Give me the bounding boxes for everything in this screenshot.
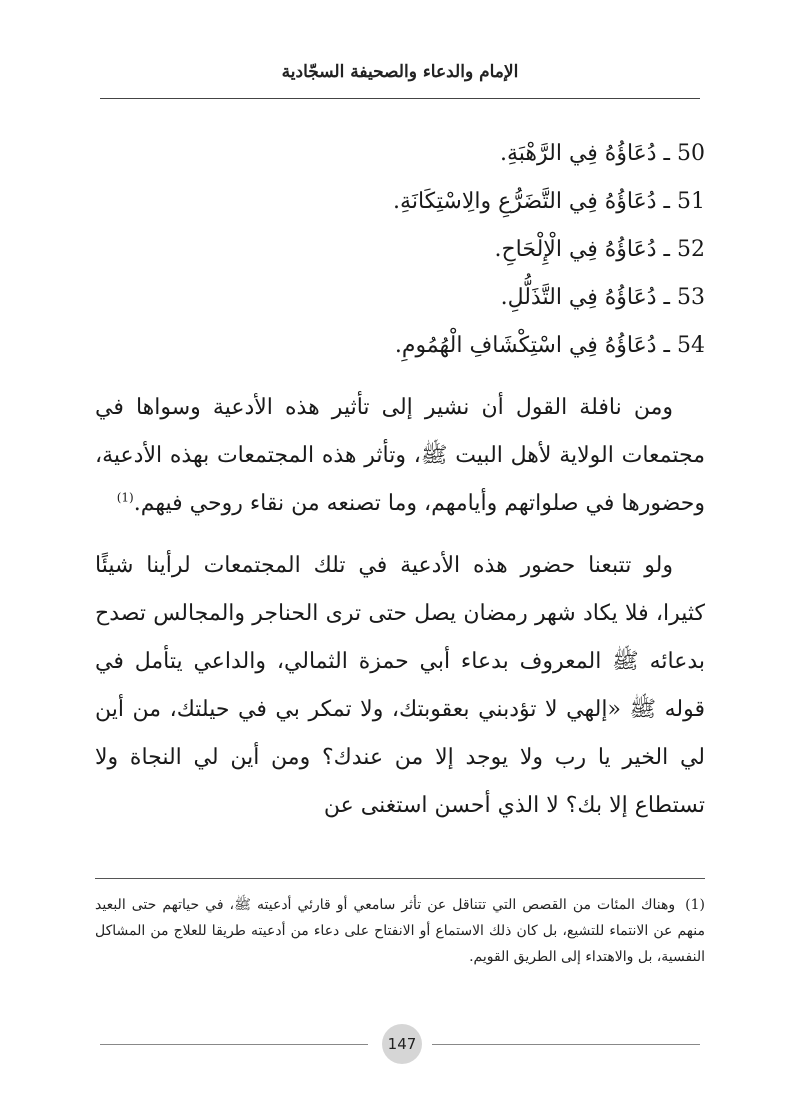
prayer-title: ـ دُعَاؤُهُ فِي التَّضَرُّعِ والِاسْتِكَانَةِ. bbox=[393, 189, 677, 214]
prayer-item-54 bbox=[95, 322, 705, 370]
prayer-item-51 bbox=[95, 178, 705, 226]
prayer-list bbox=[95, 130, 705, 370]
page-number: 147 bbox=[382, 1024, 422, 1064]
prayer-item-53 bbox=[95, 274, 705, 322]
prayer-number: 50 bbox=[677, 141, 705, 166]
footnote-divider bbox=[95, 878, 705, 879]
prayer-number: 53 bbox=[677, 285, 705, 310]
paragraph-influence bbox=[95, 384, 705, 528]
prayer-title: ـ دُعَاؤُهُ فِي الرَّهْبَةِ. bbox=[499, 141, 677, 166]
main-text bbox=[95, 130, 705, 844]
paragraph-text: ومن نافلة القول أن نشير إلى تأثير هذه الأدعية وسواها في مجتمعات الولاية لأهل البيت ﷺ، وتأثر هذه المجتمعات بهذه الأدعية، وحضورها في صلواتهم وأيامهم، وما تصنعه من نقاء روحي فيهم. bbox=[95, 395, 705, 516]
prayer-number: 52 bbox=[677, 237, 705, 262]
footnote-reference[interactable]: (1) bbox=[116, 490, 134, 505]
footer-rule-right bbox=[432, 1044, 700, 1045]
prayer-item-50 bbox=[95, 130, 705, 178]
footnote-marker: (1) bbox=[685, 897, 705, 913]
prayer-title: ـ دُعَاؤُهُ فِي التَّذَلُّلِ. bbox=[500, 285, 677, 310]
prayer-number: 51 bbox=[677, 189, 705, 214]
page-footer bbox=[100, 1024, 700, 1064]
footnote bbox=[95, 892, 705, 970]
prayer-title: ـ دُعَاؤُهُ فِي الْإِلْحَاحِ. bbox=[494, 237, 677, 262]
prayer-number: 54 bbox=[677, 333, 705, 358]
paragraph-text: ولو تتبعنا حضور هذه الأدعية في تلك المجتمعات لرأينا شيئًا كثيرا، فلا يكاد شهر رمضان يصل حتى ترى الحناجر والمجالس تصدح بدعائه ﷺ المعروف بدعاء أبي حمزة الثمالي، والداعي يتأمل في قوله ﷺ «إلهي لا تؤدبني بعقوبتك، ولا تمكر بي في حيلتك، من أين لي الخير يا رب ولا يوجد إلا من عندك؟ ومن أين لي النجاة ولا تستطاع إلا بك؟ لا الذي أحسن استغنى عن bbox=[95, 553, 705, 818]
header-divider bbox=[100, 98, 700, 99]
running-header-title: الإمام والدعاء والصحيفة السجّادية bbox=[281, 62, 519, 82]
prayer-item-52 bbox=[95, 226, 705, 274]
footer-rule-left bbox=[100, 1044, 368, 1045]
footnote-text: وهناك المئات من القصص التي تتناقل عن تأثر سامعي أو قارئي أدعيته ﷺ، في حياتهم حتى البعيد منهم عن الانتماء للتشيع، بل كان ذلك الاستماع أو الانفتاح على دعاء من أدعيته طريقا للعلاج من المشاكل النفسية، بل والاهتداء إلى الطريق القويم. bbox=[95, 897, 705, 965]
prayer-title: ـ دُعَاؤُهُ فِي اسْتِكْشَافِ الْهُمُومِ. bbox=[394, 333, 677, 358]
paragraph-ramadan bbox=[95, 542, 705, 830]
